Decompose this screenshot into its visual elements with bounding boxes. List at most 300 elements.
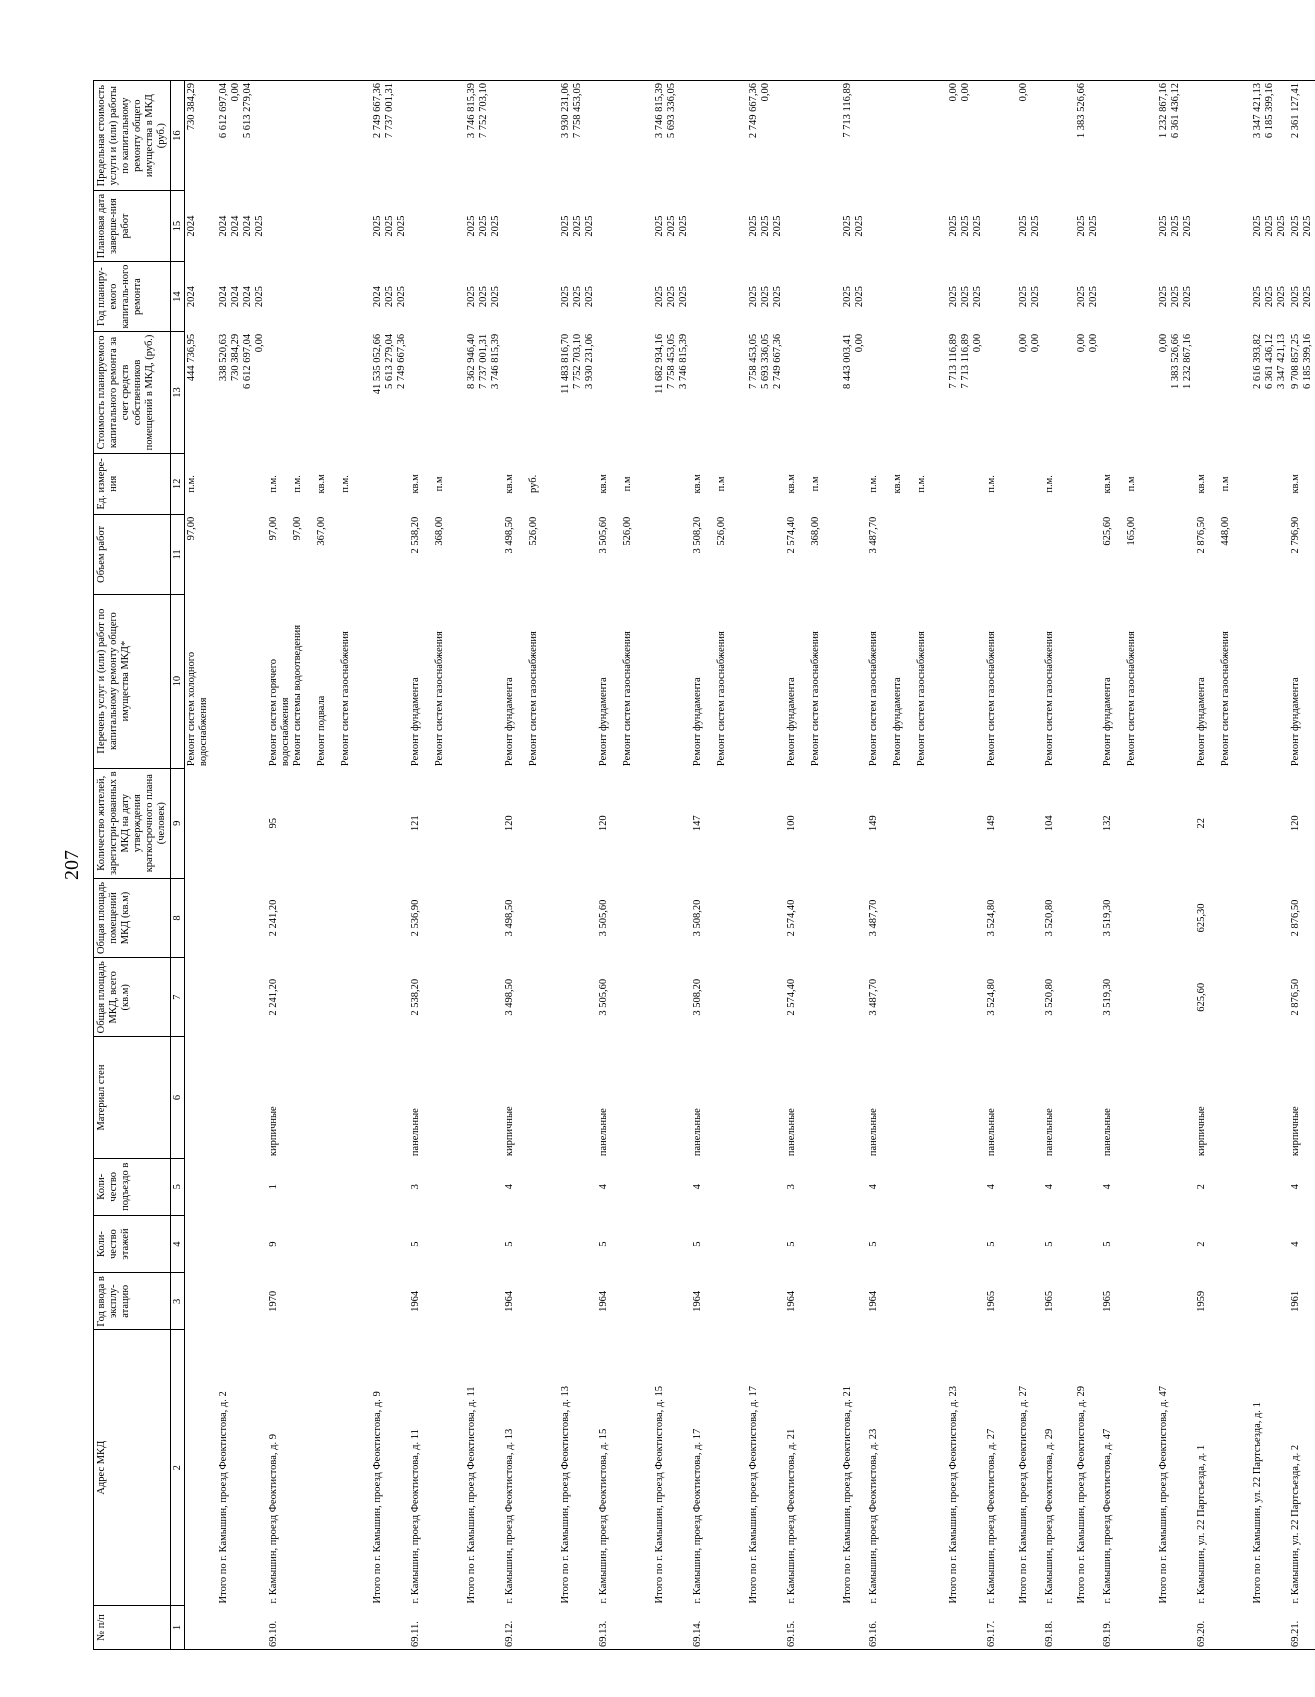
cell-line: 2025 [1276,215,1287,237]
works-cell [1289,594,1315,768]
works-cell [597,594,647,768]
cell-line: Ремонт систем газоснабжения [434,631,445,767]
table-row [785,81,835,1650]
total-area-cell [1289,958,1315,1037]
cell-line: Ремонт фундамента [892,677,903,767]
cell-line: 2025 [1264,215,1275,237]
cell-text: г. Камышин, проезд Феоктистова, д. 23 [868,1428,879,1604]
cell-line: 2025 [490,215,501,237]
cell-line: 2025 [1302,215,1313,237]
works-cell [185,594,212,768]
cell-line: 2025 [654,215,665,237]
cell-line: п.м [716,476,727,492]
cell-text: 132 [1102,815,1113,832]
column-header: Количество жителей, зарегистри-рованных в МКД на дату утверждения краткосрочного плана (человек) [94,768,171,878]
premises-area-cell [1101,878,1151,957]
unit-cell [267,453,365,515]
wall-material-cell [267,1037,365,1158]
cell-text: 4 [504,1184,515,1190]
cell-line: 3 498,50 [504,516,515,554]
commission-year-cell [409,1273,459,1330]
unit-cell [785,453,835,515]
residents-cell [267,768,365,878]
column-header: Плановая дата заверше-ния работ [94,191,171,262]
premises-area-cell [597,878,647,957]
cell-text: 22 [1196,817,1207,829]
cell-text: 3 520,80 [1044,899,1055,937]
total-label: Итого по г. Камышин, проезд Феоктистова, д. 21 [842,1386,853,1604]
column-header: Коли-чество подъездо в [94,1158,171,1215]
cell-line: 2 574,40 [786,516,797,554]
cell-line: 11 483 816,70 [560,333,571,394]
wall-material-cell [597,1037,647,1158]
cell-text: 3 520,80 [1044,978,1055,1016]
cell-line: Ремонт системы водоотведения [292,624,303,767]
cell-line: 2025 [1170,286,1181,308]
address-cell [1101,1330,1151,1605]
cell-line: 97,00 [268,516,279,541]
column-number: 4 [171,1215,185,1272]
cell-line: 2 749 667,36 [372,83,383,139]
volume-cell [267,515,365,594]
total-label: Итого по г. Камышин, проезд Феоктистова, д. 2 [218,1391,229,1604]
cell-text: 69.17. [986,1620,997,1647]
total-row [941,81,985,1650]
cell-line: 2025 [948,286,959,308]
cell-text: 625,30 [1196,903,1207,933]
cell-line: 3 347 421,13 [1252,83,1263,139]
commission-year-cell [867,1273,941,1330]
total-year-cell [211,261,267,332]
volume-cell [409,515,459,594]
column-header: Объем работ [94,515,171,594]
total-row [1245,81,1289,1650]
cell-line: 338 520,63 [218,333,229,382]
residents-cell [785,768,835,878]
works-cell [867,594,941,768]
cell-text: 3 498,50 [504,978,515,1016]
works-cell [1195,594,1245,768]
cell-line: 2025 [1076,286,1087,308]
cell-line: 6 612 697,04 [218,83,229,139]
cell-line: руб. [528,474,539,493]
cell-text: 120 [504,815,515,832]
cell-line: 9 708 857,25 [1290,333,1301,389]
cell-line: кв.м [892,474,903,494]
total-limit-cell [647,81,691,191]
cell-text: 5 [986,1241,997,1247]
cell-line: 2025 [678,215,689,237]
volume-cell [867,515,941,594]
total-limit-cell [553,81,597,191]
column-number: 12 [171,453,185,515]
cell-text: 3 [410,1184,421,1190]
cell-text: 5 [598,1241,609,1247]
entrances-cell [691,1158,741,1215]
cell-text: 69.18. [1044,1620,1055,1647]
cell-text: 5 [410,1241,421,1247]
cell-line: 7 737 001,31 [478,333,489,389]
cell-line: Ремонт систем холодного водоснабжения [186,651,209,767]
cell-text: 1 [268,1184,279,1190]
cell-text: 3 505,60 [598,978,609,1016]
cell-line: 0,00 [760,83,771,102]
cell-text: г. Камышин, проезд Феоктистова, д. 47 [1102,1428,1113,1604]
total-year-cell [1245,261,1289,332]
cell-line: п.м [1126,476,1137,492]
date-cell [1289,191,1315,262]
cell-text: г. Камышин, проезд Феоктистова, д. 27 [986,1428,997,1604]
cell-text: 3 498,50 [504,899,515,937]
cell-line: 0,00 [1158,333,1169,353]
cell-text: панельные [1102,1108,1113,1157]
cell-line: 97,00 [292,516,303,541]
cell-line: 2025 [760,286,771,308]
column-header: № п/п [94,1605,171,1649]
total-limit-cell [941,81,985,191]
cell-line: 7 737 001,31 [384,83,395,139]
total-date-cell [553,191,597,262]
cell-line: 2025 [1170,215,1181,237]
cell-text: 3 524,80 [986,899,997,937]
cell-line: Ремонт систем газоснабжения [528,631,539,767]
column-number: 1 [171,1605,185,1649]
cell-line: 2 616 393,82 [1252,333,1263,389]
wall-material-cell [1195,1037,1245,1158]
cell-text: 95 [268,817,279,829]
cell-text: 1964 [692,1290,703,1312]
wall-material-cell [985,1037,1011,1158]
cell-line: 2025 [1290,215,1301,237]
cell-text: 1965 [1102,1290,1113,1312]
address-cell [1195,1330,1245,1605]
cell-line: 526,00 [528,516,539,546]
cell-text: г. Камышин, проезд Феоктистова, д. 9 [268,1433,279,1604]
cell-text: панельные [868,1108,879,1157]
cell-text: 2 574,40 [786,899,797,937]
cell-line: 2025 [254,215,265,237]
total-area-cell [409,958,459,1037]
floors-cell [503,1215,553,1272]
total-year-cell [741,261,785,332]
cell-line: 11 682 934,16 [654,333,665,394]
cell-text: панельные [598,1108,609,1157]
entrances-cell [1289,1158,1315,1215]
wall-material-cell [1043,1037,1069,1158]
column-header: Год ввода в эксплу-атацию [94,1273,171,1330]
total-row [835,81,867,1650]
premises-area-cell [267,878,365,957]
cell-text: 1964 [598,1290,609,1312]
cell-text: 1970 [268,1290,279,1312]
column-header: Адрес МКД [94,1330,171,1605]
cell-text: 69.14. [692,1620,703,1647]
commission-year-cell [1043,1273,1069,1330]
cell-line: 368,00 [810,516,821,546]
cell-text: г. Камышин, проезд Феоктистова, д. 11 [410,1429,421,1604]
cell-line: 730 384,29 [230,333,241,382]
cell-line: 5 613 279,04 [384,333,395,389]
total-cost-cell [459,332,503,453]
total-date-cell [1245,191,1289,262]
cell-line: 2025 [654,286,665,308]
cell-line: 2025 [490,286,501,308]
address-cell [1043,1330,1069,1605]
column-header: Год планиру-емого капиталь-ного ремонта [94,261,171,332]
cell-text: 4 [598,1184,609,1190]
volume-cell [185,515,212,594]
floors-cell [1289,1215,1315,1272]
total-area-cell [597,958,647,1037]
cell-text: кирпичные [504,1106,515,1157]
total-area-cell [1195,958,1245,1037]
cell-text: 69.10. [268,1620,279,1647]
cell-line: 2025 [254,286,265,308]
cell-line: Ремонт фундамента [410,677,421,767]
commission-year-cell [597,1273,647,1330]
premises-area-cell [409,878,459,957]
cell-line: п.м. [986,475,997,493]
cell-text: 4 [692,1184,703,1190]
cell-line: 0,00 [1030,333,1041,353]
cell-text: 104 [1044,815,1055,832]
cell-line: 2 749 667,36 [396,333,407,389]
entrances-cell [867,1158,941,1215]
cell-line: 6 185 399,16 [1264,83,1275,139]
commission-year-cell [503,1273,553,1330]
cell-text: 3 519,30 [1102,978,1113,1016]
floors-cell [1195,1215,1245,1272]
cell-line: Ремонт систем газоснабжения [340,631,351,767]
cell-line: Ремонт фундамента [786,677,797,767]
cell-line: 2025 [960,286,971,308]
cell-line: 2025 [960,215,971,237]
row-number [1195,1605,1245,1649]
works-cell [691,594,741,768]
cell-text: 3 [786,1184,797,1190]
row-number [1101,1605,1151,1649]
total-cost-cell [741,332,785,453]
cell-line: 2025 [478,215,489,237]
cell-line: Ремонт фундамента [1290,677,1301,767]
cell-text: 69.15. [786,1620,797,1647]
volume-cell [1195,515,1245,594]
cell-line: 0,00 [1076,333,1087,353]
cell-line: п.м. [340,475,351,493]
total-limit-cell [365,81,409,191]
cell-text: 5 [1044,1241,1055,1247]
cost-cell [185,332,212,453]
address-cell [409,1330,459,1605]
cell-text: 3 505,60 [598,899,609,937]
cell-line: 2 796,90 [1290,516,1301,554]
address-cell [691,1330,741,1605]
column-number: 8 [171,878,185,957]
cell-line: 5 693 336,05 [760,333,771,389]
wall-material-cell [691,1037,741,1158]
cell-line: 2024 [230,286,241,308]
cell-line: 2025 [972,215,983,237]
cell-line: 2025 [1252,286,1263,308]
entrances-cell [597,1158,647,1215]
floors-cell [785,1215,835,1272]
cell-line: 0,00 [254,333,265,353]
unit-cell [1101,453,1151,515]
address-cell [267,1330,365,1605]
limit-value: 730 384,29 [186,83,197,131]
cell-line: 2 538,20 [410,516,421,554]
wall-material-cell [1289,1037,1315,1158]
premises-area-cell [1043,878,1069,957]
wall-material-cell [503,1037,553,1158]
cell-line: 2025 [748,215,759,237]
commission-year-cell [267,1273,365,1330]
total-area-cell [267,958,365,1037]
cell-line: 2025 [1018,286,1029,308]
total-cost-cell [941,332,985,453]
total-label: Итого по г. Камышин, проезд Феоктистова, д. 17 [748,1386,759,1604]
total-row [1151,81,1195,1650]
column-number: 15 [171,191,185,262]
total-label: Итого по г. Камышин, проезд Феоктистова, д. 29 [1076,1386,1087,1604]
premises-area-cell [985,878,1011,957]
cell-line: 2025 [666,286,677,308]
cell-line: 2025 [854,286,865,308]
cell-line: Ремонт фундамента [504,677,515,767]
cell-line: 7 752 703,10 [478,83,489,139]
cell-text: 2 876,50 [1290,899,1301,937]
cell-line: кв.м [316,474,327,494]
cell-line: кв.м [1102,474,1113,494]
cell-line: 2025 [572,286,583,308]
cell-text: г. Камышин, проезд Феоктистова, д. 29 [1044,1428,1055,1604]
works-cell [503,594,553,768]
cell-line: 2025 [666,215,677,237]
total-date-cell [365,191,409,262]
cell-text: 149 [868,815,879,832]
cell-line: 0,00 [1088,333,1099,353]
cell-line: 2 361 127,41 [1290,83,1301,139]
cell-line: 41 535 052,66 [372,333,383,395]
cell-line: кв.м [692,474,703,494]
volume-cell [691,515,741,594]
cell-text: 69.16. [868,1620,879,1647]
column-header: Материал стен [94,1037,171,1158]
cell-line: 2025 [584,286,595,308]
cell-line: 2025 [842,286,853,308]
cell-line: 2024 [242,286,253,308]
residents-cell [867,768,941,878]
total-row [459,81,503,1650]
cell-text: 3 508,20 [692,899,703,937]
cost-cell [1289,332,1315,453]
cell-line: 2025 [1264,286,1275,308]
cell-line: 0,00 [948,83,959,102]
cell-line: 2025 [1158,215,1169,237]
cell-line: 2025 [760,215,771,237]
cell-line: Ремонт фундамента [1196,677,1207,767]
cell-line: кв.м [1196,474,1207,494]
wall-material-cell [785,1037,835,1158]
total-area-cell [867,958,941,1037]
total-area-cell [1043,958,1069,1037]
cell-line: 3 347 421,13 [1276,333,1287,389]
unit-cell [867,453,941,515]
commission-year-cell [1101,1273,1151,1330]
cell-line: 3 505,60 [598,516,609,554]
row-number [867,1605,941,1649]
total-cost-cell [1151,332,1195,453]
cell-line: 1 232 867,16 [1158,83,1169,139]
cell-line: 8 443 003,41 [842,333,853,389]
column-header: Ед. измере-ния [94,453,171,515]
cell-line: 526,00 [622,516,633,546]
cell-text: 2 574,40 [786,978,797,1016]
cell-text: 2 [1196,1184,1207,1190]
column-header: Общая площадь МКД, всего (кв.м) [94,958,171,1037]
total-limit-cell [459,81,503,191]
cell-line: 6 185 399,16 [1302,333,1313,389]
total-label: Итого по г. Камышин, проезд Феоктистова, д. 23 [948,1386,959,1604]
cell-line: Ремонт систем горячего водоснабжения [268,658,291,767]
address-cell [985,1330,1011,1605]
cell-line: 2025 [1030,215,1041,237]
cell-line: 2025 [466,286,477,308]
cell-line: 3 746 815,39 [654,83,665,139]
residents-cell [1043,768,1069,878]
total-label: Итого по г. Камышин, проезд Феоктистова, д. 27 [1018,1386,1029,1604]
column-number: 14 [171,261,185,332]
cell-line: 6 361 436,12 [1170,83,1181,139]
volume-cell [1101,515,1151,594]
total-label: Итого по г. Камышин, проезд Феоктистова, д. 13 [560,1386,571,1604]
column-number: 3 [171,1273,185,1330]
table-row [597,81,647,1650]
cell-line: п.м. [186,475,197,493]
volume-cell [1289,515,1315,594]
cell-text: 100 [786,815,797,832]
cell-line: 2025 [842,215,853,237]
total-year-cell [941,261,985,332]
total-date-cell [211,191,267,262]
cell-line: п.м. [1044,475,1055,493]
row-number [985,1605,1011,1649]
total-limit-cell [1069,81,1101,191]
column-number: 11 [171,515,185,594]
cell-line: 0,00 [854,333,865,353]
cell-line: 2025 [772,215,783,237]
cell-text: 1961 [1290,1290,1301,1312]
unit-cell [185,453,212,515]
wall-material-cell [409,1037,459,1158]
cell-line: 8 362 946,40 [466,333,477,389]
cell-line: 2025 [948,215,959,237]
cell-text: 69.21. [1290,1620,1301,1647]
cell-text: 5 [1102,1241,1113,1247]
residents-cell [409,768,459,878]
cell-text: 4 [1102,1184,1113,1190]
table-row [267,81,365,1650]
volume-cell [785,515,835,594]
total-date-cell [835,191,867,262]
residents-cell [691,768,741,878]
cell-line: 2025 [396,286,407,308]
cell-text: 69.12. [504,1620,515,1647]
cell-text: 121 [410,815,421,832]
commission-year-cell [985,1273,1011,1330]
total-cost-cell [553,332,597,453]
cell-line: п.м [1220,476,1231,492]
